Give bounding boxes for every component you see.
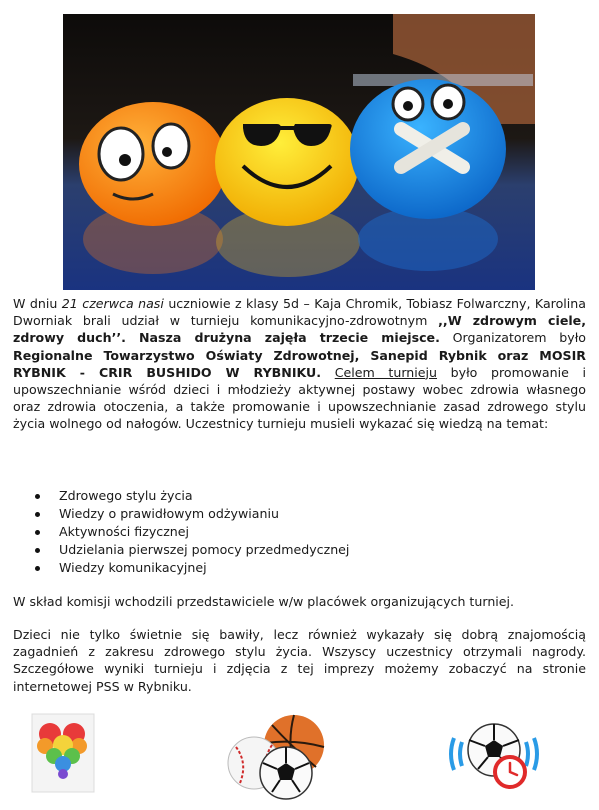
soccer-ball-clock-icon — [448, 718, 540, 790]
committee-paragraph: W skład komisji wchodzili przedstawiciele w/w placówek organizujących turniej. — [13, 594, 515, 609]
list-item: Udzielania pierwszej pomocy przedmedycznej — [13, 541, 586, 559]
intro-text: było promowanie i upowszechnianie wśród dzieci i młodzieży aktywnej postawy wobec zdrowia własnego oraz zdrowia otoczenia, a także promowanie i upowszechnianie zasad zdrowego stylu życia wolnego od nałogów. Uczestnicy turnieju musieli wykazać się wiedzą na temat: — [13, 364, 586, 432]
intro-text: Organizatorem było — [439, 330, 586, 346]
organizers: Regionalne Towarzystwo Oświaty Zdrowotnej, Sanepid Rybnik oraz MOSIR RYBNIK - CRIR BUSHIDO W RYBNIKU. — [13, 347, 586, 380]
tournament-name: ,,W zdrowym ciele, zdrowy duch’’. Nasza drużyna zajęła trzecie miejsce. — [13, 313, 587, 346]
rainbow-heart-icon — [30, 712, 96, 794]
intro-text: W dniu — [13, 296, 62, 311]
list-item: Aktywności fizycznej — [13, 523, 586, 541]
intro-paragraph — [13, 295, 586, 433]
sports-balls-icon — [226, 713, 326, 801]
smiley-cushions-photo — [63, 14, 535, 290]
list-item: Wiedzy o prawidłowym odżywianiu — [13, 505, 586, 523]
intro-text: uczniowie z klasy 5d – Kaja Chromik, Tobiasz Folwarczny, Karolina Dworniak brali udział w turnieju komunikacyjno-zdrowotnym — [13, 296, 586, 329]
list-item: Zdrowego stylu życia — [13, 487, 586, 505]
summary-paragraph: Dzieci nie tylko świetnie się bawiły, lecz również wykazały się dobrą znajomością zagadnień z zakresu zdrowego stylu życia. Wszyscy uczestnicy otrzymali nagrody. Szczegółowe wyniki turnieju i zdjęcia z tej imprezy możemy zobaczyć na stronie internetowej PSS w Rybniku. — [13, 627, 586, 694]
list-item: Wiedzy komunikacyjnej — [13, 559, 586, 577]
event-date: 21 czerwca nasi — [61, 296, 164, 311]
goal-label: Celem turnieju — [334, 364, 438, 380]
topics-list — [13, 487, 586, 577]
